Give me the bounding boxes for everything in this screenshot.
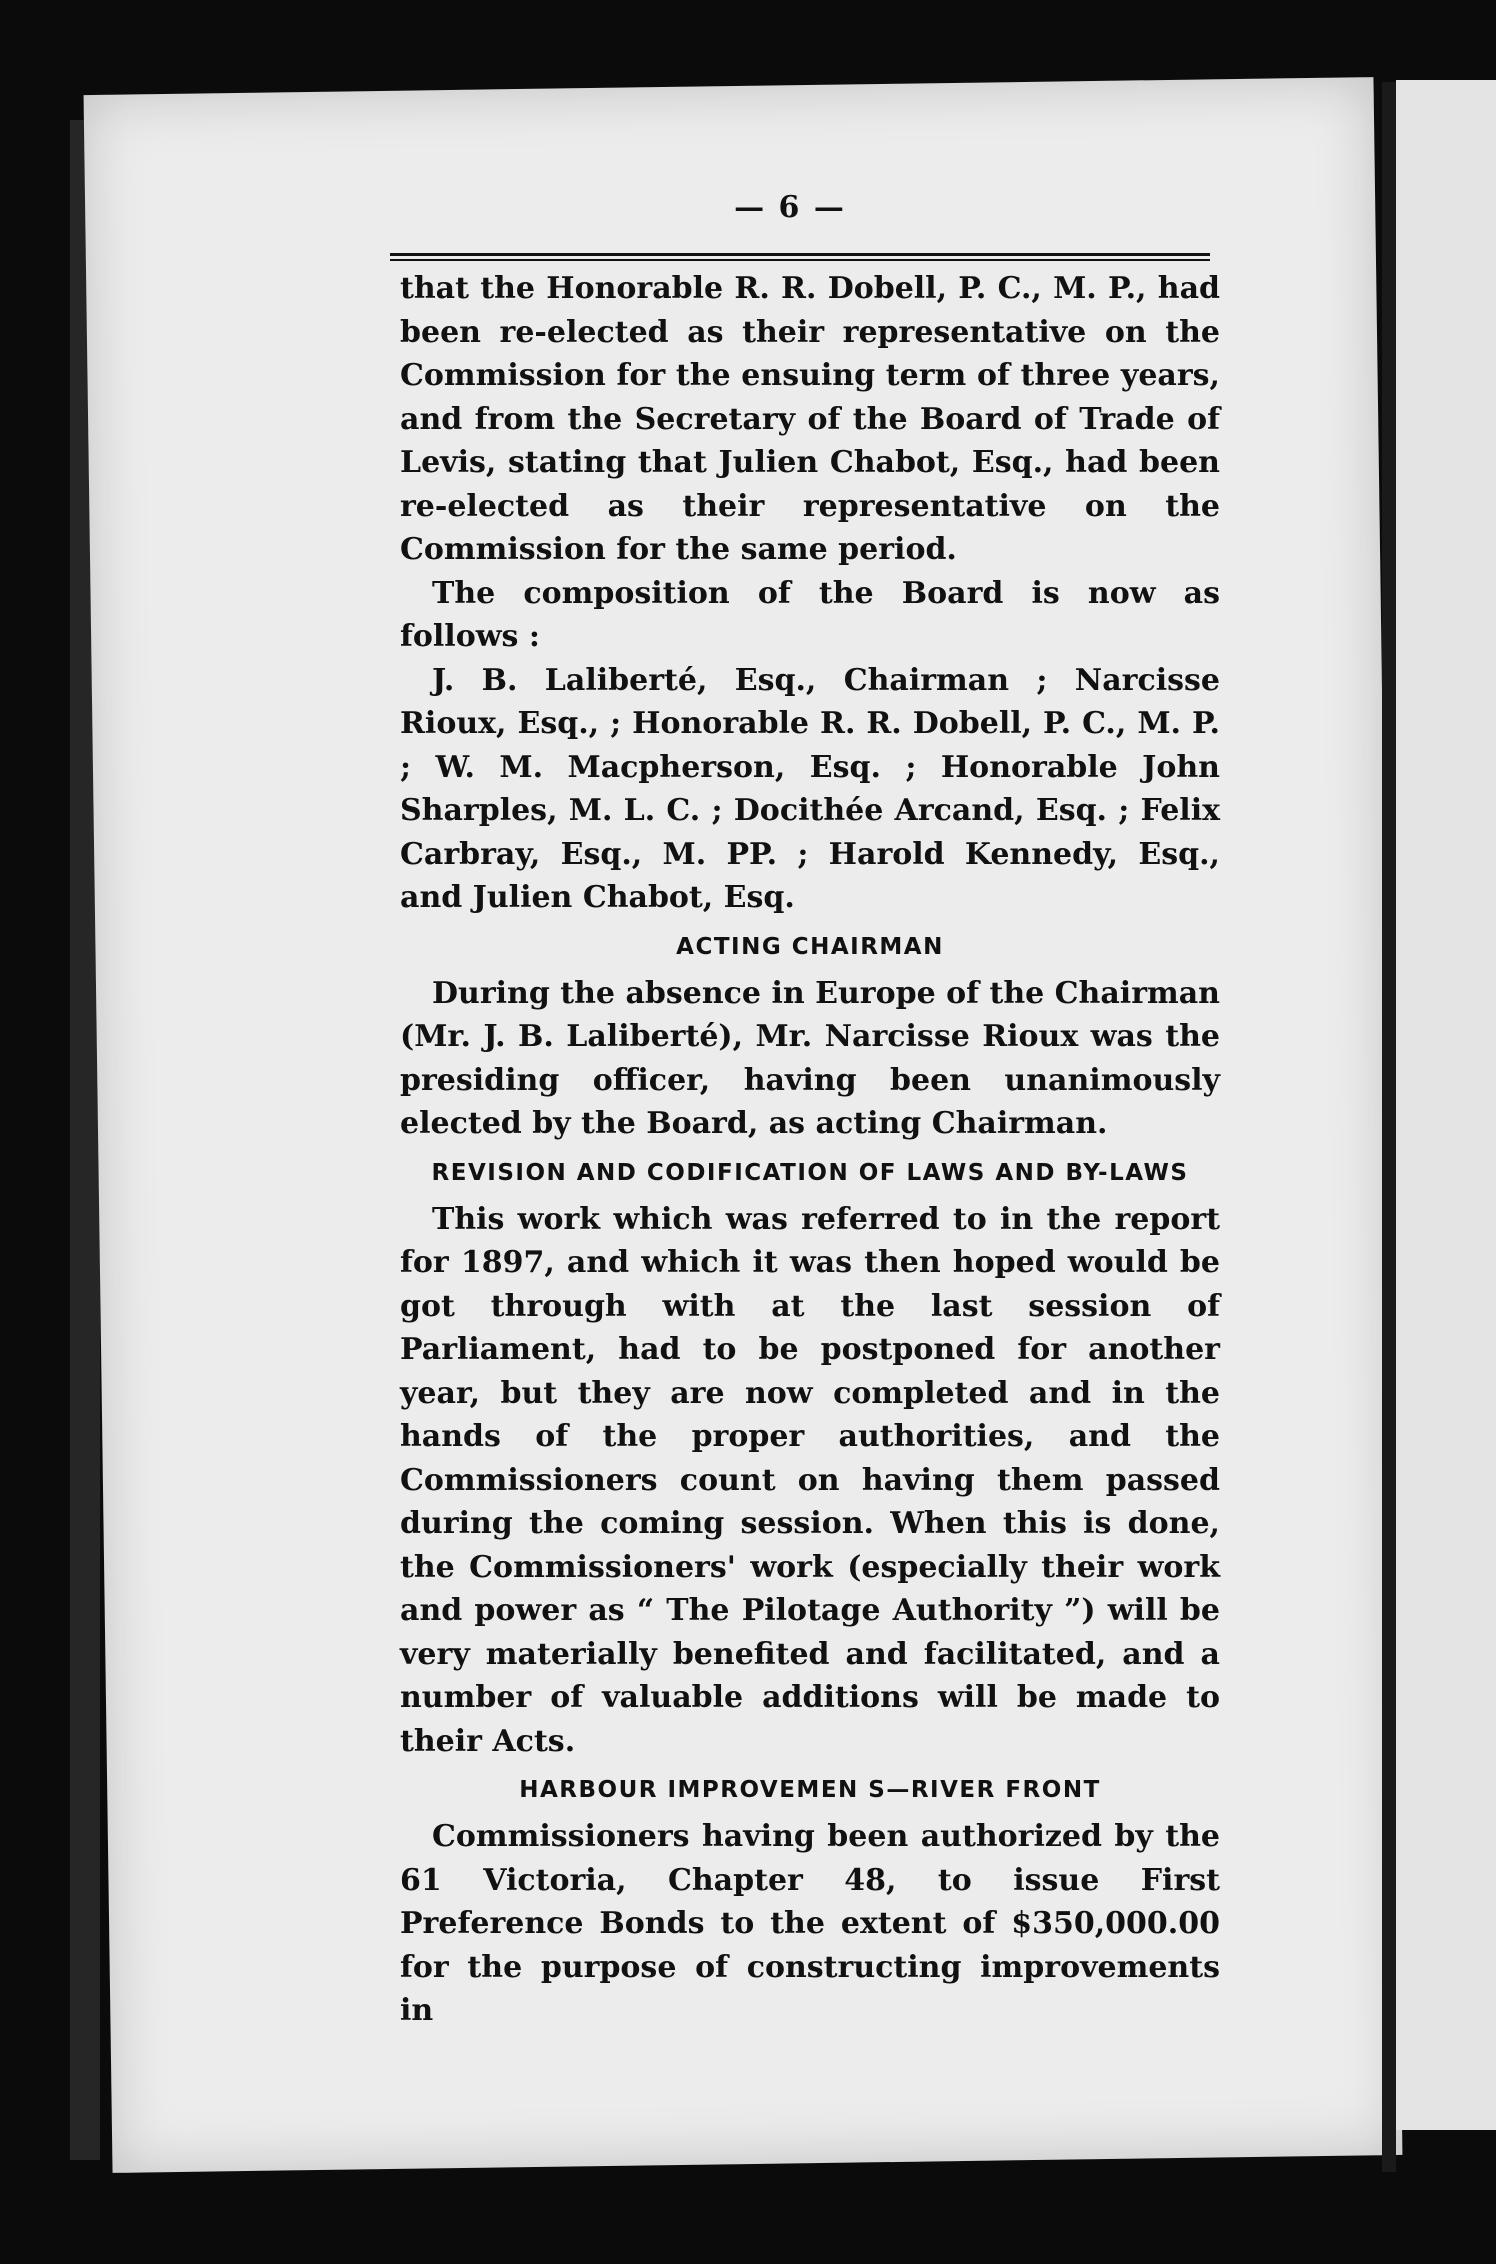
adjacent-page-edge — [1396, 80, 1496, 2130]
page-number: — 6 — — [734, 190, 846, 225]
section-heading-revision: REVISION AND CODIFICATION OF LAWS AND BY-LAWS — [431, 1159, 1189, 1186]
board-composition-intro: The composition of the Board is now as follows : — [400, 575, 1220, 654]
revision-paragraph: This work which was referred to in the report for 1897, and which it was then hoped would be got through with at the last session of Parliament, had to be postponed for another year, but they are now completed and in the hands of the proper authorities, and the Commissioners count on having them passed during the coming session. When this is done, the Commissioners' work (especially their work and power as “ The Pilotage Authority ”) will be very materially benefited and facilitated, and a number of valuable additions will be made to their Acts. — [400, 1201, 1220, 1759]
section-heading-acting-chairman: ACTING CHAIRMAN — [676, 933, 944, 960]
section-heading-harbour: HARBOUR IMPROVEMEN S—RIVER FRONT — [519, 1777, 1101, 1803]
book-spine — [1382, 82, 1396, 2172]
header-rule — [390, 253, 1210, 261]
harbour-paragraph: Commissioners having been authorized by the 61 Victoria, Chapter 48, to issue First Preference Bonds to the extent of $350,000.00 for the purpose of constructing improvements in — [400, 1819, 1220, 2028]
board-members-list: J. B. Laliberté, Esq., Chairman ; Narcisse Rioux, Esq., ; Honorable R. R. Dobell, P. C., M. P. ; W. M. Macpherson, Esq. ; Honorable John Sharples, M. L. C. ; Docithée Arcand, Esq. ; Felix Carbray, Esq., M. PP. ; Harold Kennedy, Esq., and Julien Chabot, Esq. — [400, 662, 1220, 915]
page-content — [300, 190, 1220, 2033]
intro-paragraph: that the Honorable R. R. Dobell, P. C., M. P., had been re-elected as their representative on the Commission for the ensuing term of three years, and from the Secretary of the Board of Trade of Levis, stating that Julien Chabot, Esq., had been re-elected as their representative on the Commission for the same period. — [400, 271, 1220, 567]
acting-chairman-paragraph: During the absence in Europe of the Chairman (Mr. J. B. Laliberté), Mr. Narcisse Rioux was the presiding officer, having been unanimously elected by the Board, as acting Chairman. — [400, 975, 1220, 1141]
